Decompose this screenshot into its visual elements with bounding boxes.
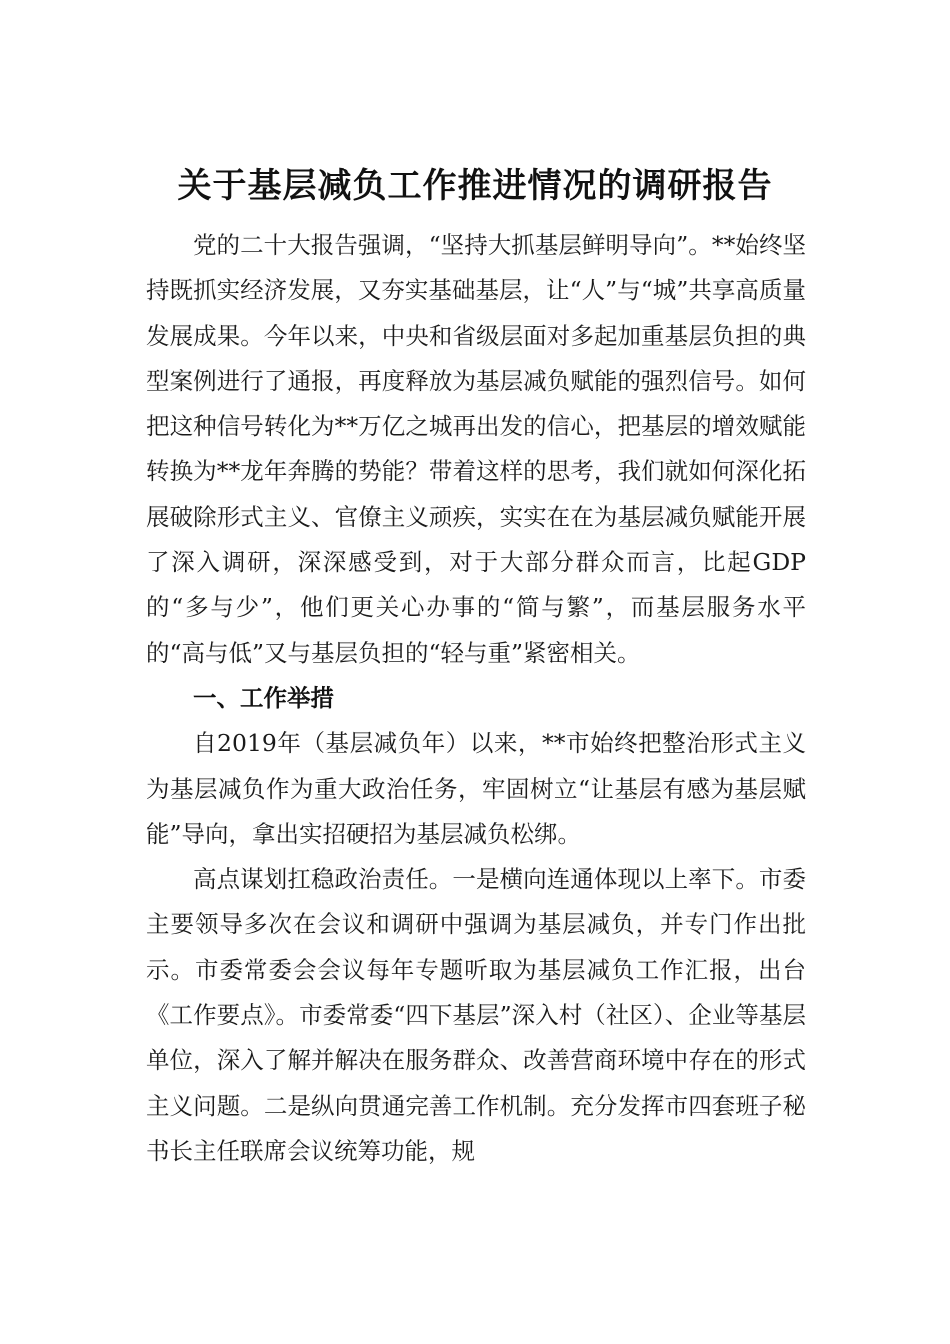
section-paragraph-2: 高点谋划扛稳政治责任。一是横向连通体现以上率下。市委主要领导多次在会议和调研中强调为基层减负，并专门作出批示。市委常委会会议每年专题听取为基层减负工作汇报，出台《工作要点》。市委常委“四下基层”深入村（社区）、企业等基层单位，深入了解并解决在服务群众、改善营商环境中存在的形式主义问题。二是纵向贯通完善工作机制。充分发挥市四套班子秘书长主任联席会议统筹功能，规 — [146, 865, 806, 1165]
intro-paragraph: 党的二十大报告强调，“坚持大抓基层鲜明导向”。**始终坚持既抓实经济发展，又夯实基础基层，让“人”与“城”共享高质量发展成果。今年以来，中央和省级层面对多起加重基层负担的典型案例进行了通报，再度释放为基层减负赋能的强烈信号。如何把这种信号转化为**万亿之城再出发的信心，把基层的增效赋能转换为**龙年奔腾的势能？带着这样的思考，我们就如何深化拓展破除形式主义、官僚主义顽疾，实实在在为基层减负赋能开展了深入调研，深深感受到，对于大部分群众而言，比起GDP的“多与少”，他们更关心办事的“简与繁”，而基层服务水平的“高与低”又与基层负担的“轻与重”紧密相关。 — [146, 231, 806, 667]
document-title: 关于基层减负工作推进情况的调研报告 — [177, 166, 773, 206]
document-body — [146, 223, 806, 1174]
section-paragraph-1: 自2019年（基层减负年）以来，**市始终把整治形式主义为基层减负作为重大政治任务，牢固树立“让基层有感为基层赋能”导向，拿出实招硬招为基层减负松绑。 — [146, 729, 806, 848]
section-heading: 一、工作举措 — [193, 683, 334, 712]
